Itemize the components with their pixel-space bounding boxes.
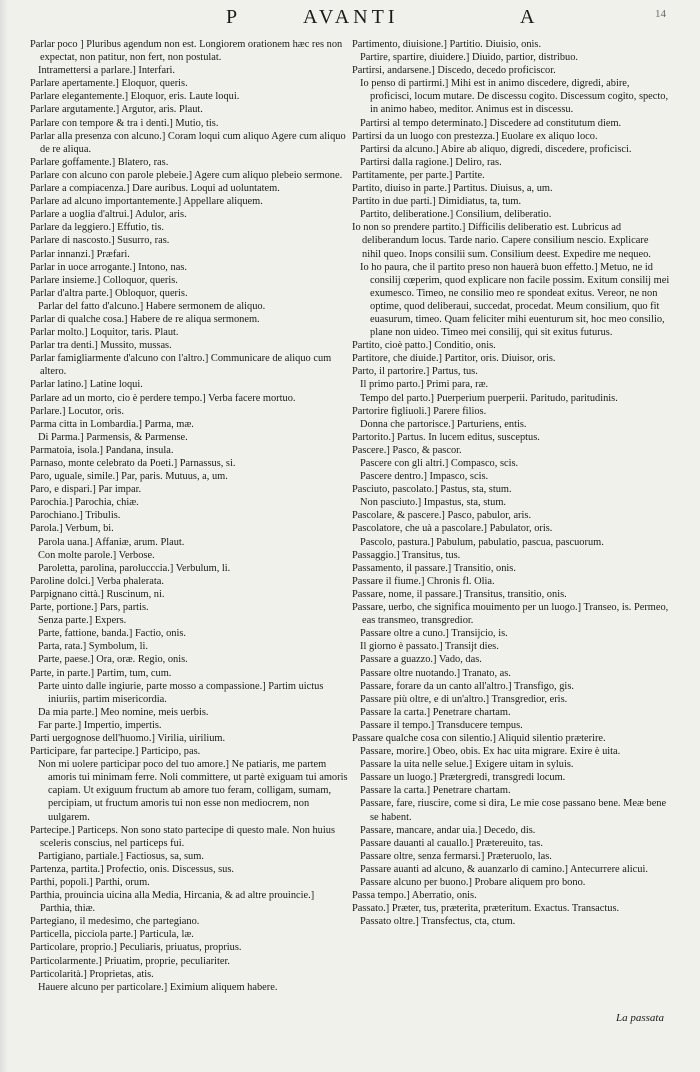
dictionary-entry: Passare qualche cosa con silentio.] Aliquid silentio præterire. — [352, 732, 606, 744]
dictionary-entry: Il giorno è passato.] Transijt dies. — [360, 641, 499, 653]
dictionary-entry: Passare la carta.] Penetrare chartam. — [360, 706, 511, 718]
dictionary-entry: Particolarmente.] Priuatim, proprie, peculiariter. — [30, 955, 230, 967]
dictionary-entry: Partirsi da un luogo con prestezza.] Euolare ex aliquo loco. — [352, 130, 598, 142]
dictionary-entry: Hauere alcuno per particolare.] Eximium aliquem habere. — [38, 981, 278, 993]
dictionary-entry: Parlare a uoglia d'altrui.] Adulor, aris. — [30, 209, 187, 221]
dictionary-entry: Non mi uolere participar poco del tuo amore.] Ne patiaris, me partem amoris tui minimam ferre. Noli committere, ut partè exiguam tui amoris capiam. Ut exiguum fructum ab amore tuo feram, colligam, sumam, percipiam, ut fructum amoris tui non esse non mediocrem, non uulgarem. — [38, 759, 348, 823]
dictionary-entry: Parola.] Verbum, bi. — [30, 523, 114, 535]
dictionary-entry: Partitore, che diuide.] Partitor, oris. Diuisor, oris. — [352, 353, 556, 365]
page-gutter-shadow — [0, 0, 8, 1072]
dictionary-entry: Pascere.] Pasco, & pascor. — [352, 444, 462, 456]
dictionary-entry: Parma citta in Lombardia.] Parma, mæ. — [30, 418, 194, 430]
dictionary-entry: Io non so prendere partito.] Difficilis deliberatio est. Lubricus ad deliberandum locus. Tarde nario. Capere consilium nescio. Explicare nihil queo. Inops consilii sum. Consilium deest. Expedire me nequeo. — [352, 222, 651, 260]
dictionary-entry: Parlar alla presenza con alcuno.] Coram loqui cum aliquo Agere cum aliquo de re aliqua. — [30, 130, 346, 155]
dictionary-entry: Particella, picciola parte.] Particula, læ. — [30, 929, 194, 941]
dictionary-entry: Passare il tempo.] Transducere tempus. — [360, 719, 523, 731]
dictionary-entry: Intramettersi a parlare.] Interfari. — [38, 65, 176, 77]
dictionary-entry: Parte, fattione, banda.] Factio, onis. — [38, 628, 187, 640]
dictionary-entry: Far parte.] Impertio, impertis. — [38, 719, 162, 731]
dictionary-entry: Passare dauanti al cauallo.] Prætereuito, tas. — [360, 837, 543, 849]
dictionary-entry: Passare, forare da un canto all'altro.] Transfigo, gis. — [360, 680, 574, 692]
dictionary-entry: Parlare da leggiero.] Effutio, tis. — [30, 222, 164, 234]
right-column — [352, 38, 670, 928]
dictionary-entry: Partirsi, andarsene.] Discedo, decedo proficiscor. — [352, 65, 556, 77]
dictionary-entry: Passare oltre, senza fermarsi.] Præteruolo, las. — [360, 850, 552, 862]
dictionary-entry: Parte, portione.] Pars, partis. — [30, 602, 149, 614]
dictionary-entry: Il primo parto.] Primi para, ræ. — [360, 379, 489, 391]
dictionary-entry: Partirsi da alcuno.] Abire ab aliquo, digredi, discedere, proficisci. — [360, 143, 632, 155]
dictionary-entry: Parlar d'altra parte.] Obloquor, queris. — [30, 287, 188, 299]
dictionary-entry: Partire, spartire, diuidere.] Diuido, partior, distribuo. — [360, 52, 579, 64]
dictionary-entry: Partito, cioè patto.] Conditio, onis. — [352, 340, 496, 352]
dictionary-entry: Passato.] Præter, tus, præterita, præteritum. Exactus. Transactus. — [352, 903, 620, 915]
dictionary-entry: Passato oltre.] Transfectus, cta, ctum. — [360, 916, 516, 928]
dictionary-entry: Donna che partorisce.] Parturiens, entis. — [360, 418, 527, 430]
dictionary-entry: Parpignano città.] Ruscinum, ni. — [30, 588, 165, 600]
dictionary-entry: Passare, fare, riuscire, come si dira, Le mie cose passano bene. Meæ bene se habent. — [360, 798, 667, 823]
dictionary-entry: Parlare con alcuno con parole plebeie.] Agere cum aliquo plebeio sermone. — [30, 169, 343, 181]
dictionary-entry: Particolarità.] Proprietas, atis. — [30, 968, 154, 980]
dictionary-entry: Parlare ad un morto, cio è perdere tempo.] Verba facere mortuo. — [30, 392, 296, 404]
dictionary-entry: Parlare a compiacenza.] Dare auribus. Loqui ad uoluntatem. — [30, 183, 280, 195]
dictionary-entry: Io ho paura, che il partito preso non hauerà buon effetto.] Metuo, ne id consilij cœperim, quod explicare non facile possim. Exitum consilij mei exumesco. Timeo, ne consilio meo re spondeat exitus. Vereor, ne non optime, quod deliberaui, succedat, procedat. Meum consilium, quo fit euasurum, timeo. Quam feliciter mihi euenturum sit, hoc meo consilio, plane non uideo. Timeo mei consilij, qui sit exitus futurus. — [360, 261, 670, 339]
catchword: La passata — [616, 1012, 664, 1024]
dictionary-entry: Parlar di qualche cosa.] Habere de re aliqua sermonem. — [30, 313, 260, 325]
dictionary-entry: Pascere dentro.] Impasco, scis. — [360, 471, 489, 483]
dictionary-entry: Parlar tra denti.] Mussito, mussas. — [30, 340, 172, 352]
dictionary-entry: Parnaso, monte celebrato da Poeti.] Parnassus, si. — [30, 458, 236, 469]
dictionary-entry: Paroletta, parolina, parolucccia.] Verbulum, li. — [38, 562, 231, 574]
dictionary-entry: Parte uinto dalle ingiurie, parte mosso a compassione.] Partim uictus iniuriis, partim misericordia. — [38, 680, 324, 705]
dictionary-entry: Parlar in uoce arrogante.] Intono, nas. — [30, 261, 187, 273]
dictionary-entry: Parlare insieme.] Colloquor, queris. — [30, 274, 178, 286]
dictionary-entry: Parta, rata.] Symbolum, li. — [38, 641, 148, 653]
dictionary-entry: Pascere con gli altri.] Compasco, scis. — [360, 458, 519, 469]
dictionary-entry: Passare, mancare, andar uia.] Decedo, dis. — [360, 824, 536, 836]
dictionary-entry: Paro, e dispari.] Par impar. — [30, 484, 142, 496]
dictionary-entry: Pascolo, pastura.] Pabulum, pabulatio, pascua, pascuorum. — [360, 536, 604, 548]
dictionary-entry: Partenza, partita.] Profectio, onis. Discessus, sus. — [30, 863, 235, 875]
dictionary-entry: Partecipe.] Particeps. Non sono stato partecipe di questo male. Non huius sceleris conscius, nel particeps fui. — [30, 824, 336, 849]
dictionary-entry: Parlare ad alcuno importantemente.] Appellare aliquem. — [30, 196, 263, 208]
dictionary-entry: Participare, far partecipe.] Participo, pas. — [30, 746, 201, 758]
dictionary-entry: Paro, uguale, simile.] Par, paris. Mutuus, a, um. — [30, 471, 228, 483]
running-head-letter-right: A — [520, 6, 539, 28]
dictionary-entry: Partito, diuiso in parte.] Partitus. Diuisus, a, um. — [352, 183, 553, 195]
dictionary-entry: Parte, in parte.] Partim, tum, cum. — [30, 667, 172, 679]
dictionary-entry: Tempo del parto.] Puerperium puerperii. Paritudo, paritudinis. — [360, 392, 618, 404]
dictionary-entry: Parlare di nascosto.] Susurro, ras. — [30, 235, 170, 247]
dictionary-entry: Passare oltre a cuno.] Transijcio, is. — [360, 628, 508, 640]
dictionary-entry: Pasciuto, pascolato.] Pastus, sta, stum. — [352, 484, 512, 496]
dictionary-entry: Passare alcuno per buono.] Probare aliquem pro bono. — [360, 877, 586, 888]
dictionary-entry: Parola uana.] Affaniæ, arum. Plaut. — [38, 536, 185, 548]
dictionary-entry: Parlare.] Locutor, oris. — [30, 405, 124, 417]
dictionary-entry: Partirsi dalla ragione.] Deliro, ras. — [360, 156, 502, 168]
dictionary-entry: Parto, il partorire.] Partus, tus. — [352, 366, 478, 378]
dictionary-entry: Con molte parole.] Verbose. — [38, 549, 155, 561]
dictionary-entry: Parlare apertamente.] Eloquor, queris. — [30, 78, 188, 90]
dictionary-entry: Parti uergognose dell'huomo.] Virilia, uirilium. — [30, 732, 226, 744]
dictionary-entry: Parlare goffamente.] Blatero, ras. — [30, 156, 169, 168]
dictionary-entry: Passare oltre nuotando.] Tranato, as. — [360, 667, 511, 679]
dictionary-entry: Parte, paese.] Ora, oræ. Regio, onis. — [38, 654, 188, 666]
running-head — [0, 6, 700, 34]
dictionary-entry: Passare a guazzo.] Vado, das. — [360, 654, 482, 666]
dictionary-entry: Partegiano, il medesimo, che partegiano. — [30, 916, 200, 928]
dictionary-entry: Pascolatore, che uà a pascolare.] Pabulator, oris. — [352, 523, 553, 535]
dictionary-entry: Passamento, il passare.] Transitio, onis. — [352, 562, 516, 574]
page-number: 14 — [655, 8, 666, 20]
dictionary-entry: Passa tempo.] Aberratio, onis. — [352, 890, 477, 902]
dictionary-entry: Partimento, diuisione.] Partitio. Diuisio, onis. — [352, 39, 542, 50]
dictionary-entry: Passare un luogo.] Prætergredi, transgredi locum. — [360, 772, 566, 784]
dictionary-entry: Non pasciuto.] Impastus, sta, stum. — [360, 497, 507, 509]
dictionary-entry: Partitamente, per parte.] Partite. — [352, 169, 485, 181]
dictionary-entry: Parochiano.] Tribulis. — [30, 510, 121, 522]
dictionary-entry: Parlare elegantemente.] Eloquor, eris. Laute loqui. — [30, 91, 240, 103]
dictionary-entry: Partorito.] Partus. In lucem editus, susceptus. — [352, 431, 540, 443]
dictionary-entry: Parochia.] Parochia, chiæ. — [30, 497, 139, 509]
dictionary-entry: Paroline dolci.] Verba phalerata. — [30, 575, 164, 587]
running-head-title: AVANTI — [303, 6, 399, 28]
dictionary-entry: Parlare con tempore & tra i denti.] Mutio, tis. — [30, 117, 219, 129]
dictionary-entry: Partigiano, partiale.] Factiosus, sa, sum. — [38, 850, 204, 862]
dictionary-entry: Parlar innanzi.] Præfari. — [30, 248, 130, 260]
dictionary-entry: Io penso di partirmi.] Mihi est in animo discedere, digredi, abire, proficisci, locum mutare. De discessu cogito. Discessum cogito, specto, in animo habeo, meditor. Animus est in discessu. — [360, 78, 669, 116]
dictionary-entry: Parlar famigliarmente d'alcuno con l'altro.] Communicare de aliquo cum altero. — [30, 353, 332, 378]
dictionary-entry: Passare la uita nelle selue.] Exigere uitam in syluis. — [360, 759, 574, 771]
dictionary-entry: Parthi, popoli.] Parthi, orum. — [30, 877, 150, 888]
dictionary-entry: Parlar poco ] Pluribus agendum non est. Longiorem orationem hæc res non expectat, non patitur, non fert, non postulat. — [30, 39, 343, 64]
dictionary-entry: Partito in due parti.] Dimidiatus, ta, tum. — [352, 196, 522, 208]
dictionary-entry: Senza parte.] Expers. — [38, 615, 127, 627]
dictionary-entry: Passare, morire.] Obeo, obis. Ex hac uita migrare. Exire è uita. — [360, 746, 621, 758]
dictionary-entry: Passare, nome, il passare.] Transitus, transitio, onis. — [352, 588, 567, 600]
dictionary-entry: Parlar del fatto d'alcuno.] Habere sermonem de aliquo. — [38, 300, 266, 312]
dictionary-entry: Da mia parte.] Meo nomine, meis uerbis. — [38, 706, 209, 718]
dictionary-entry: Parmatoia, isola.] Pandana, insula. — [30, 444, 174, 456]
dictionary-entry: Parlare argutamente.] Argutor, aris. Plaut. — [30, 104, 203, 116]
dictionary-entry: Pascolare, & pascere.] Pasco, pabulor, aris. — [352, 510, 532, 522]
running-head-letter-left: P — [226, 6, 242, 28]
dictionary-entry: Passare la carta.] Penetrare chartam. — [360, 785, 511, 797]
dictionary-entry: Passare auanti ad alcuno, & auanzarlo di camino.] Antecurrere alicui. — [360, 863, 648, 875]
dictionary-entry: Partorire figliuoli.] Parere filios. — [352, 405, 487, 417]
dictionary-entry: Parthia, prouincia uicina alla Media, Hircania, & ad altre prouincie.] Parthia, thiæ. — [30, 890, 315, 915]
dictionary-entry: Passare il fiume.] Chronis fl. Olia. — [352, 575, 495, 587]
dictionary-entry: Passare, uerbo, che significa mouimento per un luogo.] Transeo, is. Permeo, eas transmeo, transgredior. — [352, 602, 669, 627]
dictionary-entry: Particolare, proprio.] Peculiaris, priuatus, proprius. — [30, 942, 242, 954]
dictionary-entry: Passaggio.] Transitus, tus. — [352, 549, 461, 561]
dictionary-entry: Di Parma.] Parmensis, & Parmense. — [38, 431, 188, 443]
dictionary-entry: Partito, deliberatione.] Consilium, deliberatio. — [360, 209, 552, 221]
dictionary-entry: Partirsi al tempo determinato.] Discedere ad constitutum diem. — [360, 117, 622, 129]
dictionary-entry: Parlar molto.] Loquitor, taris. Plaut. — [30, 327, 179, 339]
dictionary-entry: Passare più oltre, e di un'altro.] Transgredior, eris. — [360, 693, 568, 705]
dictionary-entry: Parlar latino.] Latine loqui. — [30, 379, 143, 391]
left-column — [30, 38, 348, 994]
